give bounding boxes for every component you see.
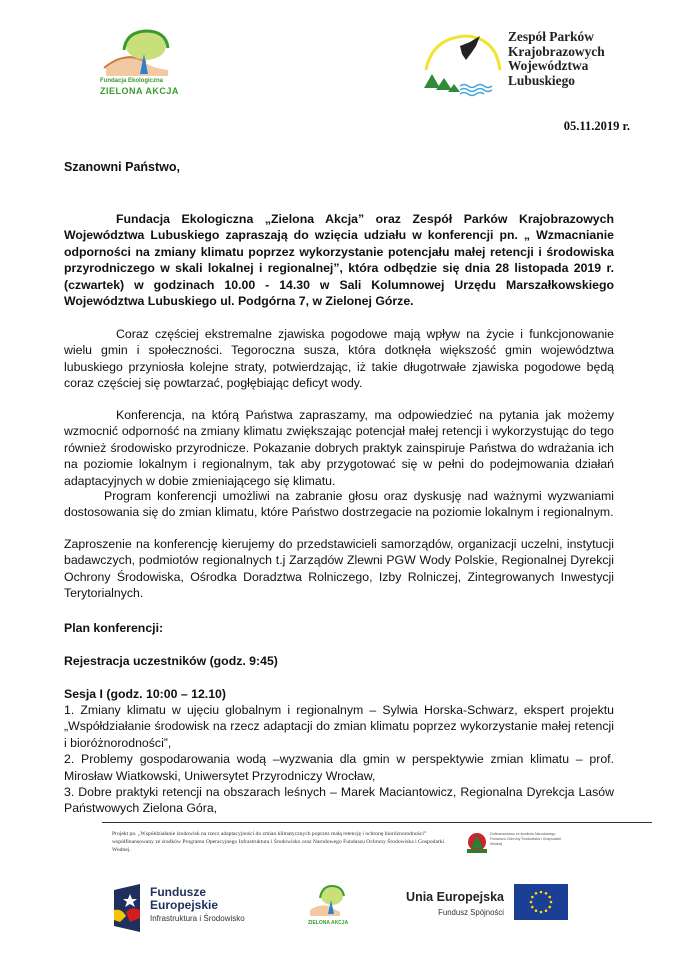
fe-title: Fundusze Europejskie — [150, 885, 219, 912]
eu-flag-icon — [514, 884, 568, 920]
session1-item: 3. Dobre praktyki retencji na obszarach leśnych – Marek Maciantowicz, Regionalna Dyrekcja Lasów Państwowych Zielona Góra, — [64, 785, 614, 816]
plan-heading: Plan konferencji: — [64, 621, 164, 635]
logo-org-line2: ZIELONA AKCJA — [100, 86, 179, 96]
intro-paragraph: Fundacja Ekologiczna „Zielona Akcja” oraz Zespół Parków Krajobrazowych Województwa Lubuskiego zapraszają do wzięcia udziału w konferencji pn. „ Wzmacnianie odporności na zmiany klimatu poprzez wykorzystanie potencjału małej retencji i środowiska przyrodniczego w skali lokalnej i regionalnej”, która odbędzie się dnia 28 listopada 2019 r. (czwartek) w godzinach 10.00 - 14.30 w Sali Kolumnowej Urzędu Marszałkowskiego Województwa Lubuskiego ul. Podgórna 7, w Zielonej Górze. — [64, 212, 614, 309]
paragraph-2: Konferencja, na którą Państwa zapraszamy, ma odpowiedzieć na pytania jak możemy wzmocnić odporność na zmiany klimatu zwiększając potencjał małej retencji i wykorzystując do tego również środowisko przyrodnicze. Pokazanie dobrych praktyk zainspiruje Państwa do wdrażania ich na poziomie lokalnym i regionalnym, tak aby przygotować się w pełni do podejmowania działań adaptacyjnych w dobie zmieniającego się klimatu. — [64, 408, 614, 488]
project-note: Projekt pn. „Współdziałanie środowisk na rzecz adaptacyjności do zmian klimatycznych poprzez małą retencję i ochronę bioróżnorodności” współfinansowany ze środków Programu Operacyjnego Infrastruktura i Środowisko oraz Narodowego Funduszu Ochrony Środowiska i Gospodarki Wodnej. — [112, 831, 445, 854]
nfosigw-emblem-icon — [466, 832, 488, 856]
tree-icon — [306, 884, 352, 918]
zielona-akcja-logo — [96, 28, 186, 100]
paragraph-1: Coraz częściej ekstremalne zjawiska pogodowe mają wpływ na życie i funkcjonowanie wielu gmin i społeczności. Tegoroczna susza, która dotknęła większość gmin województwa lubuskiego przyniosła kolejne straty, potwierdzając, iż takie długotrwałe zjawiska pogodowe będą coraz częściej się powtarzać, pogłębiając deficyt wody. — [64, 327, 614, 391]
ue-title: Unia Europejska — [406, 890, 504, 904]
fe-subtitle: Infrastruktura i Środowisko — [150, 914, 245, 923]
session1-item: 1. Zmiany klimatu w ujęciu globalnym i regionalnym – Sylwia Horska-Schwarz, ekspert projektu „Współdziałanie środowisk na rzecz adaptacji do zmian klimatu poprzez wykorzystanie małej retencji i bioróżnorodności”, — [64, 703, 614, 750]
zpk-name: Zespół Parków Krajobrazowych Województwa Lubuskiego — [508, 29, 605, 88]
paragraph-3: Program konferencji umożliwi na zabranie głosu oraz dyskusję nad ważnymi wyzwaniami dostosowania się do zmian klimatu, które Państwo dostrzegacie na poziomie lokalnym i regionalnym. — [64, 489, 614, 520]
logo-org-line1: Fundacja Ekologiczna — [100, 78, 164, 84]
zpk-logo — [418, 30, 633, 105]
session1-list — [64, 702, 614, 817]
registration-line: Rejestracja uczestników (godz. 9:45) — [64, 654, 278, 668]
session1-heading: Sesja I (godz. 10:00 – 12.10) — [64, 687, 226, 701]
fe-star-icon — [110, 884, 144, 932]
eagle-park-icon — [418, 30, 508, 102]
fundusze-europejskie-logo — [110, 882, 290, 940]
ue-subtitle: Fundusz Spójności — [438, 908, 504, 917]
session1-item: 2. Problemy gospodarowania wodą –wyzwania dla gmin w perspektywie zmian klimatu – prof. Mirosław Wiatkowski, Uniwersytet Przyrodniczy Wrocław, — [64, 752, 614, 783]
footer-divider — [102, 822, 652, 823]
letter-date: 05.11.2019 r. — [563, 119, 630, 133]
zielona-akcja-small-logo — [306, 884, 352, 934]
invitation-paragraph: Zaproszenie na konferencję kierujemy do przedstawicieli samorządów, organizacji uczelni, instytucji badawczych, podmiotów regionalnych t.j Zarządów Zlewni PGW Wody Polskie, Regionalnej Dyrekcji Ochrony Środowiska, Ośrodka Doradztwa Rolniczego, Izby Rolniczej, Zintegrowanych Inwestycji Terytorialnych. — [64, 537, 614, 601]
unia-europejska-logo — [405, 884, 570, 928]
small-logo-label: ZIELONA AKCJA — [308, 920, 349, 926]
tree-icon — [96, 28, 186, 78]
salutation: Szanowni Państwo, — [64, 160, 180, 174]
nfosigw-logo: Dofinansowano ze środków Narodowego Funduszu Ochrony Środowiska i Gospodarki Wodnej — [466, 830, 566, 866]
